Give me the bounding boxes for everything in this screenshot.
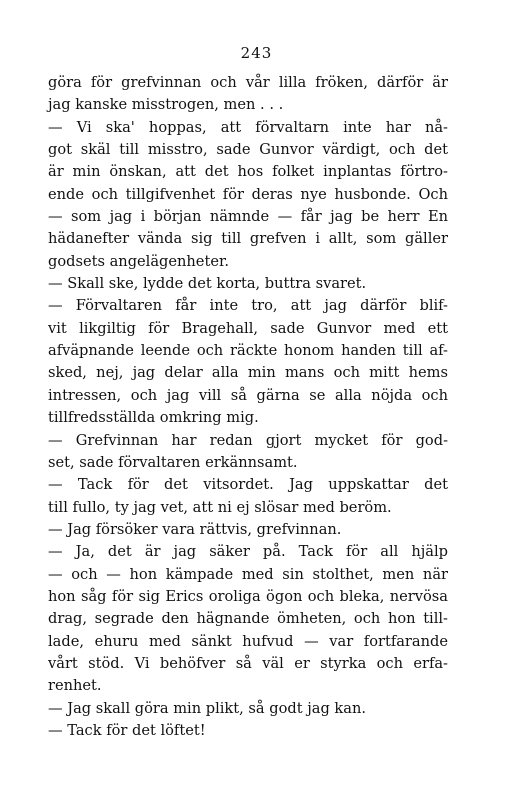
text-line: vit likgiltig för Bragehall, sade Gunvor med ett <box>48 319 448 337</box>
text-line: — Skall ske, lydde det korta, buttra svaret. <box>48 275 367 293</box>
text-line: — och — hon kämpade med sin stolthet, men när <box>48 565 448 583</box>
text-line: renhet. <box>48 677 102 695</box>
text-line: set, sade förvaltaren erkännsamt. <box>48 453 298 471</box>
text-line: hädanefter vända sig till grefven i allt, som gäller <box>48 230 448 248</box>
body-text <box>48 72 448 742</box>
text-line: till fullo, ty jag vet, att ni ej slösar med beröm. <box>48 498 392 516</box>
text-line: — Jag skall göra min plikt, så godt jag kan. <box>48 699 367 717</box>
text-line: tillfredsställda omkring mig. <box>48 409 259 427</box>
text-line: got skäl till misstro, sade Gunvor värdigt, och det <box>48 141 448 159</box>
text-line: — Tack för det vitsordet. Jag uppskattar det <box>48 476 448 494</box>
text-line: intressen, och jag vill så gärna se alla nöjda och <box>48 386 448 404</box>
text-line: — Vi ska' hoppas, att förvaltarn inte har nå- <box>48 118 448 136</box>
text-line: hon såg för sig Erics oroliga ögon och bleka, nervösa <box>48 587 448 605</box>
text-line: godsets angelägenheter. <box>48 252 229 270</box>
text-line: — Jag försöker vara rättvis, grefvinnan. <box>48 520 342 538</box>
text-line: — Grefvinnan har redan gjort mycket för god- <box>48 431 448 449</box>
text-line: — som jag i början nämnde — får jag be herr En <box>48 208 448 226</box>
text-line: göra för grefvinnan och vår lilla fröken, därför är <box>48 74 448 91</box>
text-line: afväpnande leende och räckte honom handen till af- <box>48 342 448 360</box>
text-line: sked, nej, jag delar alla min mans och mitt hems <box>48 364 448 382</box>
text-line: — Förvaltaren får inte tro, att jag därför blif- <box>48 297 448 315</box>
text-line: — Ja, det är jag säker på. Tack för all hjälp <box>48 543 448 561</box>
text-line: vårt stöd. Vi behöfver så väl er styrka och erfa- <box>48 654 448 672</box>
text-line: lade, ehuru med sänkt hufvud — var fortfarande <box>48 632 448 650</box>
text-line: jag kanske misstrogen, men . . . <box>48 96 284 114</box>
text-line: är min önskan, att det hos folket inplantas förtro- <box>48 163 448 181</box>
text-line: ende och tillgifvenhet för deras nye husbonde. Och <box>48 185 448 203</box>
text-line: drag, segrade den hägnande ömheten, och hon till- <box>48 610 448 628</box>
page-number: 243 <box>240 44 273 62</box>
text-line: — Tack för det löftet! <box>48 721 206 739</box>
